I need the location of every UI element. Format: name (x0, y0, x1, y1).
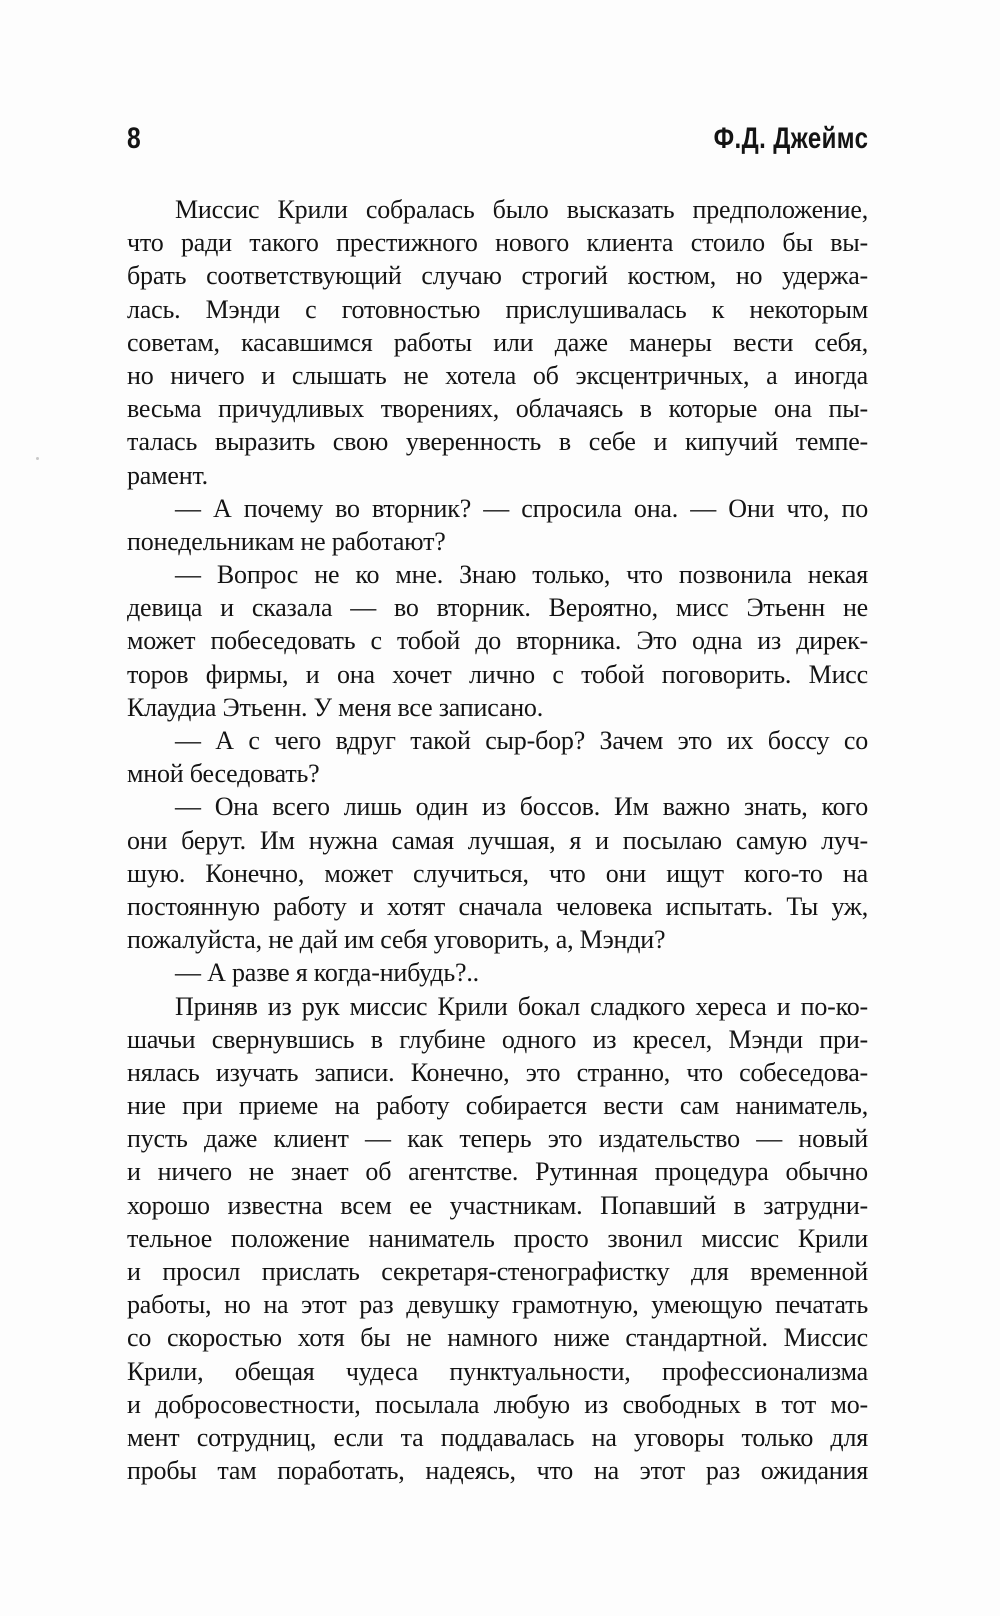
running-header (127, 124, 868, 158)
text-line: со скоростью хотя бы не намного ниже стандартной. Миссис (127, 1323, 868, 1353)
text-line: пробы там поработать, надеясь, что на этот раз ожидания (127, 1456, 868, 1486)
page-text (127, 193, 868, 1487)
paragraph (127, 724, 868, 790)
paragraph (127, 956, 868, 989)
text-line: но ничего и слышать не хотела об эксцентричных, а иногда (127, 360, 868, 390)
text-line: тельное положение наниматель просто звонил миссис Крили (127, 1223, 868, 1253)
text-line: Миссис Крили собралась было высказать предположение, (175, 195, 868, 224)
text-line: — Вопрос не ко мне. Знаю только, что позвонила некая (175, 560, 868, 590)
text-line: торов фирмы, и она хочет лично с тобой поговорить. Мисс (127, 659, 868, 689)
page-number: 8 (127, 122, 141, 155)
text-line: советам, касавшимся работы или даже манеры вести себя, (127, 327, 868, 357)
text-line: девица и сказала — во вторник. Вероятно, мисс Этьенн не (127, 593, 868, 623)
scan-artifact-dot (36, 457, 39, 460)
paragraph (127, 492, 868, 558)
text-line: Клаудиа Этьенн. У меня все записано. (127, 692, 544, 722)
text-line: шачьи свернувшись в глубине одного из кресел, Мэнди при- (127, 1024, 868, 1054)
text-line: ние при приеме на работу собирается вести сам наниматель, (127, 1091, 868, 1121)
text-line: — А почему во вторник? — спросила она. — Они что, по (175, 493, 868, 523)
text-line: и просил прислать секретаря-стенографистку для временной (127, 1257, 868, 1286)
text-line: — А с чего вдруг такой сыр-бор? Зачем это их боссу со (175, 726, 868, 755)
text-line: весьма причудливых творениях, облачаясь в которые она пы- (127, 394, 868, 424)
text-line: талась выразить свою уверенность в себе и кипучий темпе- (127, 427, 868, 457)
text-line: мент сотрудниц, если та поддавалась на уговоры только для (127, 1422, 868, 1452)
text-line: работы, но на этот раз девушку грамотную, умеющую печатать (127, 1290, 868, 1320)
text-line: может побеседовать с тобой до вторника. Это одна из дирек- (127, 626, 868, 656)
paragraph (127, 558, 868, 724)
running-title-author: Ф.Д. Джеймс (713, 122, 868, 155)
text-line: Крили, обещая чудеса пунктуальности, профессионализма (127, 1356, 868, 1386)
text-line: шую. Конечно, может случиться, что они ищут кого-то на (127, 858, 868, 888)
text-line: мной беседовать? (127, 759, 320, 789)
text-line: и ничего не знает об агентстве. Рутинная процедура обычно (127, 1157, 868, 1187)
text-line: Приняв из рук миссис Крили бокал сладкого хереса и по-ко- (175, 991, 868, 1021)
text-line: рамент. (127, 460, 208, 490)
text-line: нялась изучать записи. Конечно, это странно, что собеседова- (127, 1057, 868, 1087)
text-line: хорошо известна всем ее участникам. Попавший в затрудни- (127, 1190, 868, 1220)
text-line: — Она всего лишь один из боссов. Им важно знать, кого (175, 792, 868, 822)
text-line: лась. Мэнди с готовностью прислушивалась к некоторым (127, 294, 868, 324)
text-line: они берут. Им нужна самая лучшая, я и посылаю самую луч- (127, 825, 868, 855)
text-line: и добросовестности, посылала любую из свободных в тот мо- (127, 1389, 868, 1419)
paragraph (127, 193, 868, 492)
text-line: понедельникам не работают? (127, 526, 446, 556)
text-line: пусть даже клиент — как теперь это издательство — новый (127, 1124, 868, 1154)
paragraph (127, 990, 868, 1488)
text-line: пожалуйста, не дай им себя уговорить, а, Мэнди? (127, 925, 666, 955)
text-line: брать соответствующий случаю строгий костюм, но удержа- (127, 261, 868, 291)
text-line: — А разве я когда-нибудь?.. (175, 958, 479, 988)
paragraph (127, 790, 868, 956)
text-line: что ради такого престижного нового клиента стоило бы вы- (127, 228, 868, 258)
text-line: постоянную работу и хотят сначала человека испытать. Ты уж, (127, 891, 868, 921)
